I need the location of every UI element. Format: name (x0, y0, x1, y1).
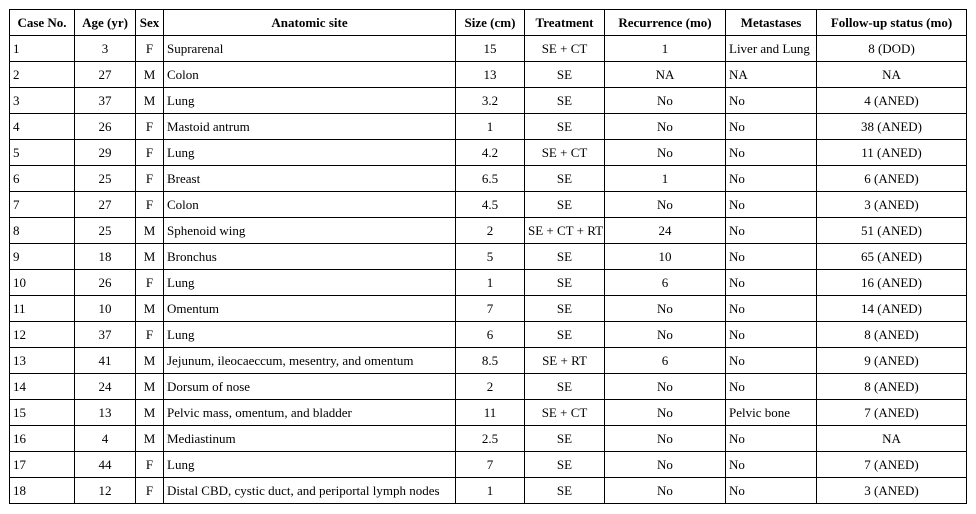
sex-header: Sex (136, 10, 164, 36)
age-cell: 44 (75, 452, 136, 478)
metastases-cell: No (726, 426, 817, 452)
anatomic-site-cell: Bronchus (164, 244, 456, 270)
size-cell: 8.5 (456, 348, 525, 374)
metastases-cell: No (726, 478, 817, 504)
metastases-cell: No (726, 218, 817, 244)
size-cell: 4.5 (456, 192, 525, 218)
recurrence-cell: 1 (605, 36, 726, 62)
sex-cell: M (136, 374, 164, 400)
case-no-cell: 12 (10, 322, 75, 348)
size-cell: 11 (456, 400, 525, 426)
follow-up-cell: 7 (ANED) (817, 452, 967, 478)
sex-cell: M (136, 88, 164, 114)
recurrence-cell: 6 (605, 348, 726, 374)
case-no-cell: 5 (10, 140, 75, 166)
anatomic-site-cell: Suprarenal (164, 36, 456, 62)
table-row (10, 140, 967, 166)
treatment-cell: SE (525, 88, 605, 114)
metastases-cell: No (726, 140, 817, 166)
treatment-cell: SE (525, 244, 605, 270)
anatomic-site-cell: Sphenoid wing (164, 218, 456, 244)
table-row (10, 88, 967, 114)
age-cell: 25 (75, 166, 136, 192)
table-header (10, 10, 967, 36)
size-cell: 2 (456, 374, 525, 400)
metastases-header: Metastases (726, 10, 817, 36)
size-cell: 6 (456, 322, 525, 348)
recurrence-cell: No (605, 192, 726, 218)
case-no-cell: 3 (10, 88, 75, 114)
size-cell: 1 (456, 478, 525, 504)
table-row (10, 400, 967, 426)
age-cell: 27 (75, 192, 136, 218)
size-cell: 3.2 (456, 88, 525, 114)
size-cell: 13 (456, 62, 525, 88)
recurrence-cell: 24 (605, 218, 726, 244)
header-row (10, 10, 967, 36)
recurrence-cell: No (605, 322, 726, 348)
table-row (10, 62, 967, 88)
anatomic-site-cell: Lung (164, 140, 456, 166)
metastases-cell: No (726, 374, 817, 400)
anatomic-site-cell: Breast (164, 166, 456, 192)
age-cell: 26 (75, 114, 136, 140)
anatomic-site-cell: Colon (164, 62, 456, 88)
sex-cell: M (136, 244, 164, 270)
size-header: Size (cm) (456, 10, 525, 36)
table-body (10, 36, 967, 504)
treatment-cell: SE + CT (525, 400, 605, 426)
treatment-cell: SE (525, 322, 605, 348)
sex-cell: F (136, 478, 164, 504)
treatment-cell: SE (525, 62, 605, 88)
size-cell: 7 (456, 452, 525, 478)
age-cell: 18 (75, 244, 136, 270)
age-cell: 24 (75, 374, 136, 400)
table-row (10, 218, 967, 244)
size-cell: 4.2 (456, 140, 525, 166)
treatment-cell: SE (525, 166, 605, 192)
metastases-cell: No (726, 296, 817, 322)
case-no-cell: 10 (10, 270, 75, 296)
treatment-cell: SE + CT (525, 140, 605, 166)
treatment-cell: SE (525, 192, 605, 218)
follow-up-cell: 8 (ANED) (817, 374, 967, 400)
case-no-cell: 15 (10, 400, 75, 426)
case-no-cell: 1 (10, 36, 75, 62)
table-row (10, 192, 967, 218)
anatomic-site-cell: Lung (164, 452, 456, 478)
metastases-cell: No (726, 88, 817, 114)
age-cell: 3 (75, 36, 136, 62)
table-row (10, 348, 967, 374)
sex-cell: M (136, 400, 164, 426)
follow-up-cell: 8 (ANED) (817, 322, 967, 348)
sex-cell: M (136, 296, 164, 322)
recurrence-cell: No (605, 114, 726, 140)
follow-up-cell: 65 (ANED) (817, 244, 967, 270)
treatment-cell: SE + CT + RT (525, 218, 605, 244)
treatment-cell: SE + CT (525, 36, 605, 62)
recurrence-cell: No (605, 374, 726, 400)
sex-cell: F (136, 36, 164, 62)
table-row (10, 478, 967, 504)
age-header: Age (yr) (75, 10, 136, 36)
case-no-cell: 16 (10, 426, 75, 452)
case-no-cell: 14 (10, 374, 75, 400)
anatomic-site-cell: Omentum (164, 296, 456, 322)
size-cell: 2.5 (456, 426, 525, 452)
recurrence-header: Recurrence (mo) (605, 10, 726, 36)
case-no-cell: 9 (10, 244, 75, 270)
sex-cell: F (136, 322, 164, 348)
sex-cell: M (136, 426, 164, 452)
metastases-cell: NA (726, 62, 817, 88)
follow-up-cell: 6 (ANED) (817, 166, 967, 192)
treatment-cell: SE (525, 374, 605, 400)
anatomic-site-cell: Mediastinum (164, 426, 456, 452)
sex-cell: M (136, 62, 164, 88)
size-cell: 7 (456, 296, 525, 322)
treatment-cell: SE (525, 426, 605, 452)
metastases-cell: Liver and Lung (726, 36, 817, 62)
recurrence-cell: 1 (605, 166, 726, 192)
table-row (10, 166, 967, 192)
metastases-cell: No (726, 270, 817, 296)
recurrence-cell: No (605, 400, 726, 426)
treatment-cell: SE (525, 478, 605, 504)
treatment-cell: SE (525, 452, 605, 478)
case-no-cell: 11 (10, 296, 75, 322)
case-no-cell: 13 (10, 348, 75, 374)
table-row (10, 452, 967, 478)
case-no-cell: 7 (10, 192, 75, 218)
age-cell: 37 (75, 322, 136, 348)
table-row (10, 296, 967, 322)
treatment-cell: SE (525, 114, 605, 140)
metastases-cell: No (726, 166, 817, 192)
size-cell: 6.5 (456, 166, 525, 192)
anatomic-site-cell: Lung (164, 270, 456, 296)
treatment-header: Treatment (525, 10, 605, 36)
age-cell: 12 (75, 478, 136, 504)
sex-cell: F (136, 166, 164, 192)
case-no-header: Case No. (10, 10, 75, 36)
age-cell: 37 (75, 88, 136, 114)
anatomic-site-cell: Lung (164, 88, 456, 114)
follow-up-cell: 38 (ANED) (817, 114, 967, 140)
table-row (10, 322, 967, 348)
anatomic-site-cell: Mastoid antrum (164, 114, 456, 140)
size-cell: 1 (456, 114, 525, 140)
age-cell: 10 (75, 296, 136, 322)
age-cell: 13 (75, 400, 136, 426)
follow-up-header: Follow-up status (mo) (817, 10, 967, 36)
follow-up-cell: NA (817, 426, 967, 452)
metastases-cell: No (726, 244, 817, 270)
metastases-cell: No (726, 348, 817, 374)
table-row (10, 374, 967, 400)
case-no-cell: 4 (10, 114, 75, 140)
metastases-cell: No (726, 452, 817, 478)
metastases-cell: No (726, 114, 817, 140)
sex-cell: F (136, 114, 164, 140)
follow-up-cell: 7 (ANED) (817, 400, 967, 426)
treatment-cell: SE (525, 296, 605, 322)
case-no-cell: 8 (10, 218, 75, 244)
sex-cell: M (136, 348, 164, 374)
follow-up-cell: 51 (ANED) (817, 218, 967, 244)
recurrence-cell: 10 (605, 244, 726, 270)
case-no-cell: 18 (10, 478, 75, 504)
anatomic-site-cell: Jejunum, ileocaeccum, mesentry, and omentum (164, 348, 456, 374)
follow-up-cell: 8 (DOD) (817, 36, 967, 62)
table-row (10, 114, 967, 140)
follow-up-cell: 11 (ANED) (817, 140, 967, 166)
sex-cell: F (136, 270, 164, 296)
size-cell: 1 (456, 270, 525, 296)
age-cell: 27 (75, 62, 136, 88)
anatomic-site-cell: Pelvic mass, omentum, and bladder (164, 400, 456, 426)
follow-up-cell: 16 (ANED) (817, 270, 967, 296)
metastases-cell: Pelvic bone (726, 400, 817, 426)
case-no-cell: 6 (10, 166, 75, 192)
sex-cell: F (136, 192, 164, 218)
anatomic-site-cell: Lung (164, 322, 456, 348)
table-row (10, 270, 967, 296)
recurrence-cell: No (605, 140, 726, 166)
follow-up-cell: 3 (ANED) (817, 478, 967, 504)
recurrence-cell: No (605, 478, 726, 504)
follow-up-cell: 4 (ANED) (817, 88, 967, 114)
recurrence-cell: No (605, 88, 726, 114)
sex-cell: M (136, 218, 164, 244)
age-cell: 4 (75, 426, 136, 452)
metastases-cell: No (726, 192, 817, 218)
treatment-cell: SE (525, 270, 605, 296)
age-cell: 41 (75, 348, 136, 374)
age-cell: 29 (75, 140, 136, 166)
size-cell: 5 (456, 244, 525, 270)
follow-up-cell: NA (817, 62, 967, 88)
recurrence-cell: 6 (605, 270, 726, 296)
metastases-cell: No (726, 322, 817, 348)
case-table (9, 9, 967, 504)
follow-up-cell: 14 (ANED) (817, 296, 967, 322)
recurrence-cell: NA (605, 62, 726, 88)
case-no-cell: 2 (10, 62, 75, 88)
recurrence-cell: No (605, 296, 726, 322)
anatomic-site-cell: Colon (164, 192, 456, 218)
anatomic-site-cell: Dorsum of nose (164, 374, 456, 400)
table-row (10, 244, 967, 270)
sex-cell: F (136, 452, 164, 478)
size-cell: 15 (456, 36, 525, 62)
recurrence-cell: No (605, 426, 726, 452)
case-no-cell: 17 (10, 452, 75, 478)
follow-up-cell: 9 (ANED) (817, 348, 967, 374)
size-cell: 2 (456, 218, 525, 244)
table-row (10, 36, 967, 62)
anatomic-site-cell: Distal CBD, cystic duct, and periportal lymph nodes (164, 478, 456, 504)
recurrence-cell: No (605, 452, 726, 478)
age-cell: 26 (75, 270, 136, 296)
sex-cell: F (136, 140, 164, 166)
age-cell: 25 (75, 218, 136, 244)
anatomic-site-header: Anatomic site (164, 10, 456, 36)
follow-up-cell: 3 (ANED) (817, 192, 967, 218)
treatment-cell: SE + RT (525, 348, 605, 374)
table-row (10, 426, 967, 452)
